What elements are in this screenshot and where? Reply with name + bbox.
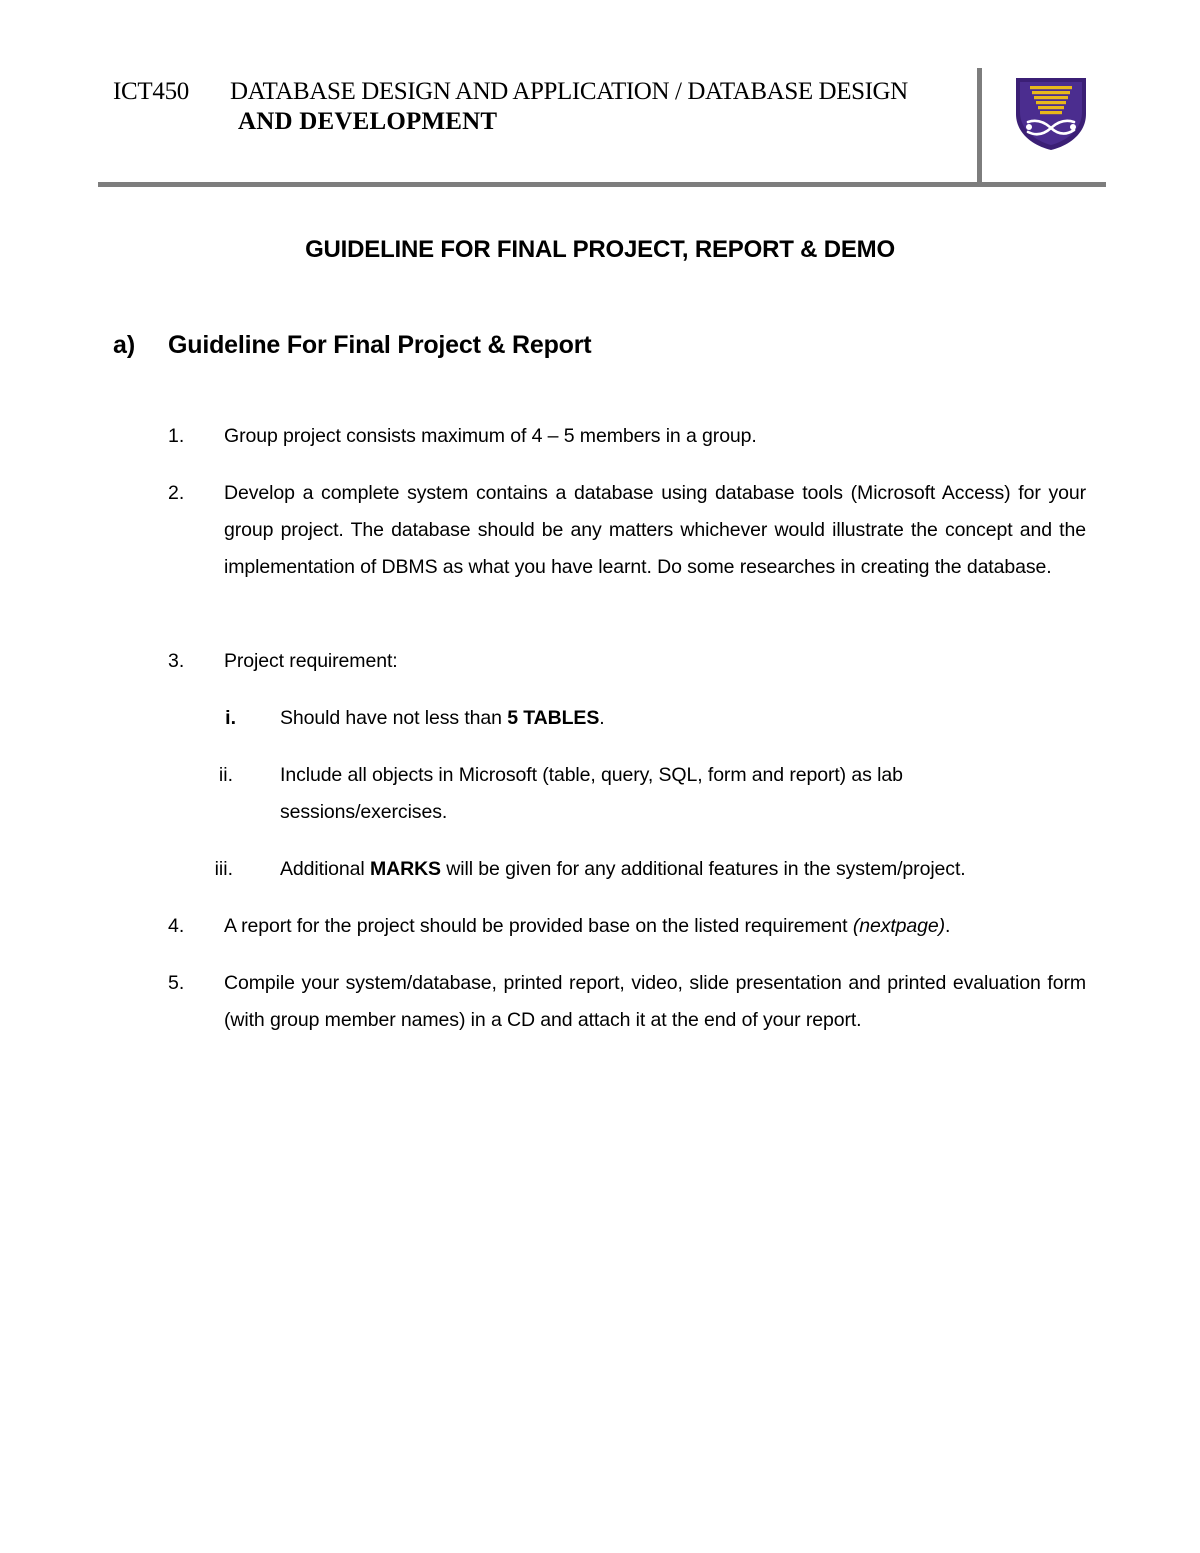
list-item-number: 5. [168,972,185,994]
list-item-number: 2. [168,482,185,504]
course-code: ICT450 [113,78,189,105]
list-item-text: Project requirement: [224,650,398,672]
sub-item-number: i. [225,707,236,729]
document-title: GUIDELINE FOR FINAL PROJECT, REPORT & DEMO [305,236,895,263]
sub-item-text: Include all objects in Microsoft (table, query, SQL, form and report) as lab sessions/exercises. [280,764,903,823]
sub-item-text: Should have not less than 5 TABLES. [280,707,605,729]
list-item-text: Compile your system/database, printed report, video, slide presentation and printed evaluation form (with group member names) in a CD and attach it at the end of your report. [224,972,1086,1031]
section-letter: a) [113,331,136,359]
list-item-number: 3. [168,650,185,672]
sub-item-number: ii. [218,764,233,786]
university-crest-icon [1010,74,1092,152]
course-title-line1: DATABASE DESIGN AND APPLICATION / DATABASE DESIGN [230,78,908,105]
list-item-number: 1. [168,425,185,447]
sub-item-text: Additional MARKS will be given for any additional features in the system/project. [280,858,966,880]
header-vertical-rule [977,68,982,187]
sub-item-number: iii. [214,858,233,880]
section-title: Guideline For Final Project & Report [168,331,592,359]
list-item-text: Develop a complete system contains a database using database tools (Microsoft Access) for your group project. The database should be any matters whichever would illustrate the concept and the implementation of DBMS as what you have learnt. Do some researches in creating the database. [224,482,1086,578]
header-horizontal-rule [98,182,1106,187]
list-item-text: A report for the project should be provided base on the listed requirement (nextpage). [224,915,951,937]
list-item-text: Group project consists maximum of 4 – 5 members in a group. [224,425,757,447]
list-item-number: 4. [168,915,185,937]
course-title-line2: AND DEVELOPMENT [238,108,498,135]
